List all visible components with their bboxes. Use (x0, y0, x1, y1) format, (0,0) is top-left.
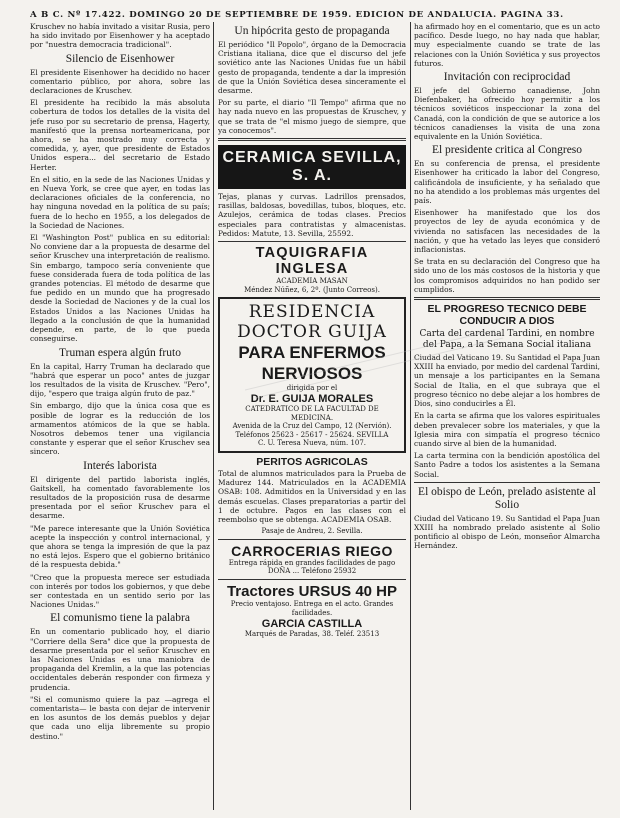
ad-tractores-text: Precio ventajoso. Entrega en el acto. Grandes facilidades. (230, 600, 394, 617)
article-paragraph: El "Washington Post" publica en su editorial: No conviene dar a la propuesta de desarme del señor Kruschev una interpretación de realismo. Sin embargo, tampoco sería conveniente que fuese considerada fuera de toda política de las grandes potencias. El método de desarme que fue pedido en un mundo que ha progresado desde la Sociedad de Naciones y de la cual los Estados Unidos a las Naciones Unidas ha llegado a la conclusión de que la humanidad depende, en parte, de lo que pueda conseguirse. (30, 233, 210, 344)
separator (218, 241, 406, 242)
ad-residencia-directed: dirigida por el (286, 384, 338, 393)
article-heading-progreso: EL PROGRESO TECNICO DEBE CONDUCIR A DIOS (427, 303, 587, 328)
article-paragraph: En la carta se afirma que los valores espirituales deben prevalecer sobre los materiales, y que la Iglesia mira con simpatía el progreso técnico cuando sirve al bien de la humanidad. (414, 411, 600, 448)
ad-carrocerias-text: Entrega rápida en grandes facilidades de pago (228, 558, 396, 567)
article-heading-truman: Truman espera algún fruto (59, 346, 181, 359)
separator (218, 579, 406, 580)
article-paragraph: Kruschev no había invitado a visitar Rusia, pero ha sido invitado por Eisenhower y ha aceptado por "nuestra democracia tradicional". (30, 22, 210, 50)
article-paragraph: En el sitio, en la sede de las Naciones Unidas y en Nueva York, se cree que ayer, en todas las declaraciones oficiales de la conferencia, no hay ninguna novedad en la política de su país; fuera de lo hecho en 1955, a los delegados de la Sociedad de Naciones. (30, 174, 210, 230)
article-paragraph: Eisenhower ha manifestado que los dos proyectos de ley de ayuda económica y de vivienda no satisfacen las necesidades de la nación, y que ha vetado las leyes que consideró inflacionistas. (414, 208, 600, 255)
article-heading-comunismo: El comunismo tiene la palabra (50, 612, 190, 625)
article-paragraph: ha afirmado hoy en el comentario, que es un acto pacífico. Desde luego, no hay nada que hablar, muy especialmente cuando se trate de las relaciones con la Unión Soviética y sus proyectos futuros. (414, 22, 600, 68)
ad-taquigrafia-address: Méndez Núñez, 6, 2º. (Junto Correos). (244, 285, 380, 294)
article-paragraph: El presidente ha recibido la más absoluta cobertura de todos los detalles de la visita del jefe ruso por su secretario de prensa, Hagerty, manifestó que la prensa norteamericana, por ahora, se ha mostrado muy correcta y comedida, y, ayer, que presidente de Estados Unidos espera... del secretario de Estado Herter. (30, 98, 210, 172)
article-paragraph: En la capital, Harry Truman ha declarado que "habrá que esperar un poco" antes de juzgar los resultados de la visita de Kruschev. "Pero", dijo, "espero que traiga algún fruto de paz." (30, 361, 210, 399)
article-paragraph: "Si el comunismo quiere la paz —agrega el comentarista— le basta con dejar de intervenir en los asuntos de los demás pueblos y dejar que cada uno elija libremente su propio destino." (30, 694, 210, 741)
ad-ceramica-title: CERAMICA SEVILLA, S. A. (218, 145, 406, 189)
article-heading-eisenhower: Silencio de Eisenhower (65, 52, 175, 65)
article-subheading-progreso: Carta del cardenal Tardini, en nombre del Papa, a la Semana Social italiana (419, 329, 595, 350)
ad-residencia-line4: NERVIOSOS (261, 364, 363, 384)
article-heading-invitacion: Invitación con reciprocidad (443, 71, 571, 84)
article-paragraph: "Creo que la propuesta merece ser estudiada con interés por todos los gobiernos, y que debe ser contestada en un sentido serio por las Naciones Unidas." (30, 572, 210, 610)
ad-residencia-address: Avenida de la Cruz del Campo, 12 (Nervión). (232, 422, 392, 431)
ad-peritos (218, 456, 406, 536)
column-divider (213, 22, 214, 810)
ad-taquigrafia-title: TAQUIGRAFIA INGLESA (255, 245, 369, 278)
article-paragraph: Sin embargo, dijo que la única cosa que es posible de lograr es la reducción de los armamentos atómicos de la que se habla. Nosotros debemos tener una vigilancia constante y esperar que el señor Kruschev sea sincero. (30, 401, 210, 457)
article-paragraph: Ciudad del Vaticano 19. Su Santidad el Papa Juan XXIII ha enviado, por medio del cardenal Tardini, un mensaje a los participantes en la Semana Social de Italia, en el que subraya que el progreso técnico no debe alejar a los hombres de Dios, sino conducirles a Él. (414, 353, 600, 409)
ad-peritos-text: Total de alumnos matriculados para la Prueba de Madurez 144. Matriculados en la ACADEMIA OSAB: 108. Admitidos en la Universidad y en las demás escuelas. Clases preparatorias a partir del 1 de octubre. Pagos en las clases con el reembolso que se obtenga. ACADEMIA OSAB. (218, 469, 406, 525)
ad-tractores-dealer: GARCIA CASTILLA (261, 618, 363, 631)
ad-residencia-doctor: Dr. E. GUIJA MORALES (250, 392, 374, 405)
ad-peritos-title: PERITOS AGRICOLAS (256, 456, 368, 468)
ad-tractores-title: Tractores URSUS 40 HP (226, 583, 398, 600)
column-2 (218, 22, 406, 812)
ad-residencia-urban: C. U. Teresa Nueva, núm. 107. (257, 439, 367, 448)
separator (218, 138, 406, 141)
article-heading-congreso: El presidente critica al Congreso (431, 144, 583, 157)
separator (218, 539, 406, 540)
ad-taquigrafia (218, 245, 406, 294)
ad-residencia-line1: RESIDENCIA (248, 302, 376, 323)
article-paragraph: El dirigente del partido laborista inglés, Gaitskell, ha comentado favorablemente los resultados de la proposición rusa de desarme presentada por el señor Kruschev para el desarme. (30, 474, 210, 521)
column-divider (410, 22, 411, 810)
article-paragraph: En su conferencia de prensa, el presidente Eisenhower ha criticado la labor del Congreso, calificándola de insuficiente, y ha señalado que no ha atendido a los problemas más urgentes del país. (414, 159, 600, 206)
separator (414, 297, 600, 300)
ad-residencia (218, 297, 406, 453)
separator (414, 482, 600, 483)
ad-taquigrafia-sub: ACADEMIA MASAN (276, 277, 348, 286)
article-paragraph: Se trata en su declaración del Congreso que ha sido uno de los más costosos de la historia y que los compromisos adquiridos no han podido ser cumplidos. (414, 257, 600, 294)
ad-ceramica (218, 145, 406, 238)
ad-carrocerias-address: DOÑA ... Teléfono 25932 (267, 567, 357, 576)
article-paragraph: Por su parte, el diario "Il Tempo" afirma que no hay nada nuevo en las propuestas de Kruschev, y que se trata de "el mismo juego de siempre, que ya conocemos". (218, 98, 406, 135)
ad-tractores (218, 583, 406, 639)
article-paragraph: La carta termina con la bendición apostólica del Santo Padre a todos los asistentes a la Semana Social. (414, 451, 600, 479)
page-header: A B C. Nº 17.422. DOMINGO 20 DE SEPTIEMBRE DE 1959. EDICION DE ANDALUCIA. PAGINA 33. (30, 10, 564, 20)
article-heading-interes: Interés laborista (83, 459, 157, 472)
article-paragraph: El presidente Eisenhower ha decidido no hacer comentario público, por ahora, sobre las declaraciones de Kruschev. (30, 67, 210, 96)
ad-ceramica-text: Tejas, planas y curvas. Ladrillos prensados, rasillas, baldosas, bovedillas, tubos, bloques, etc. Azulejos, cerámica de todas clases. Precios especiales para contratistas y almacenistas. Pedidos: Matute, 13. Sevilla, 25592. (218, 192, 406, 238)
ad-tractores-address: Marqués de Paradas, 38. Teléf. 23513 (244, 630, 380, 639)
ad-peritos-address: Pasaje de Andreu, 2. Sevilla. (261, 527, 363, 536)
ad-residencia-line2: DOCTOR GUIJA (237, 322, 387, 343)
article-paragraph: En un comentario publicado hoy, el diario "Corriere della Sera" dice que la propuesta de desarme presentada por el señor Kruschev en las Naciones Unidas es una maniobra de propaganda del Kremlin, a la que las potencias occidentales deberán responder con firmeza y prudencia. (30, 627, 210, 692)
article-heading-hipocrita: Un hipócrita gesto de propaganda (234, 25, 390, 37)
column-1 (30, 22, 210, 812)
ad-carrocerias (218, 543, 406, 576)
ad-residencia-line3: PARA ENFERMOS (238, 343, 386, 363)
article-heading-leon: El obispo de León, prelado asistente al Solio (418, 485, 596, 511)
ad-residencia-cathedra: CATEDRATICO DE LA FACULTAD DE MEDICINA. (245, 405, 379, 422)
article-paragraph: Ciudad del Vaticano 19. Su Santidad el Papa Juan XXIII ha nombrado prelado asistente al Solio pontificio al obispo de León, monseñor Almarcha Hernández. (414, 513, 600, 551)
article-paragraph: El jefe del Gobierno canadiense, John Diefenbaker, ha ofrecido hoy permitir a los técnicos soviéticos inspeccionar la zona del Canadá, con la condición de que se autorice a los técnicos canadienses la visita de una zona equivalente en la Unión Soviética. (414, 86, 600, 142)
article-paragraph: "Me parece interesante que la Unión Soviética acepte la inspección y control internacional, y que ahora se tenga la impresión de que la paz no está lejos. Espero que el gobierno británico dé la respuesta debida." (30, 523, 210, 570)
article-paragraph: El periódico "Il Popolo", órgano de la Democracia Cristiana italiana, dice que el discurso del jefe soviético ante las Naciones Unidas fue un hábil gesto de propaganda, tendente a dar la impresión de que la Unión Soviética desea sinceramente el desarme. (218, 40, 406, 96)
ad-residencia-phones: Teléfonos 25623 - 25617 - 25624. SEVILLA (235, 430, 389, 439)
column-3 (414, 22, 600, 812)
ad-carrocerias-title: CARROCERIAS RIEGO (231, 542, 393, 559)
